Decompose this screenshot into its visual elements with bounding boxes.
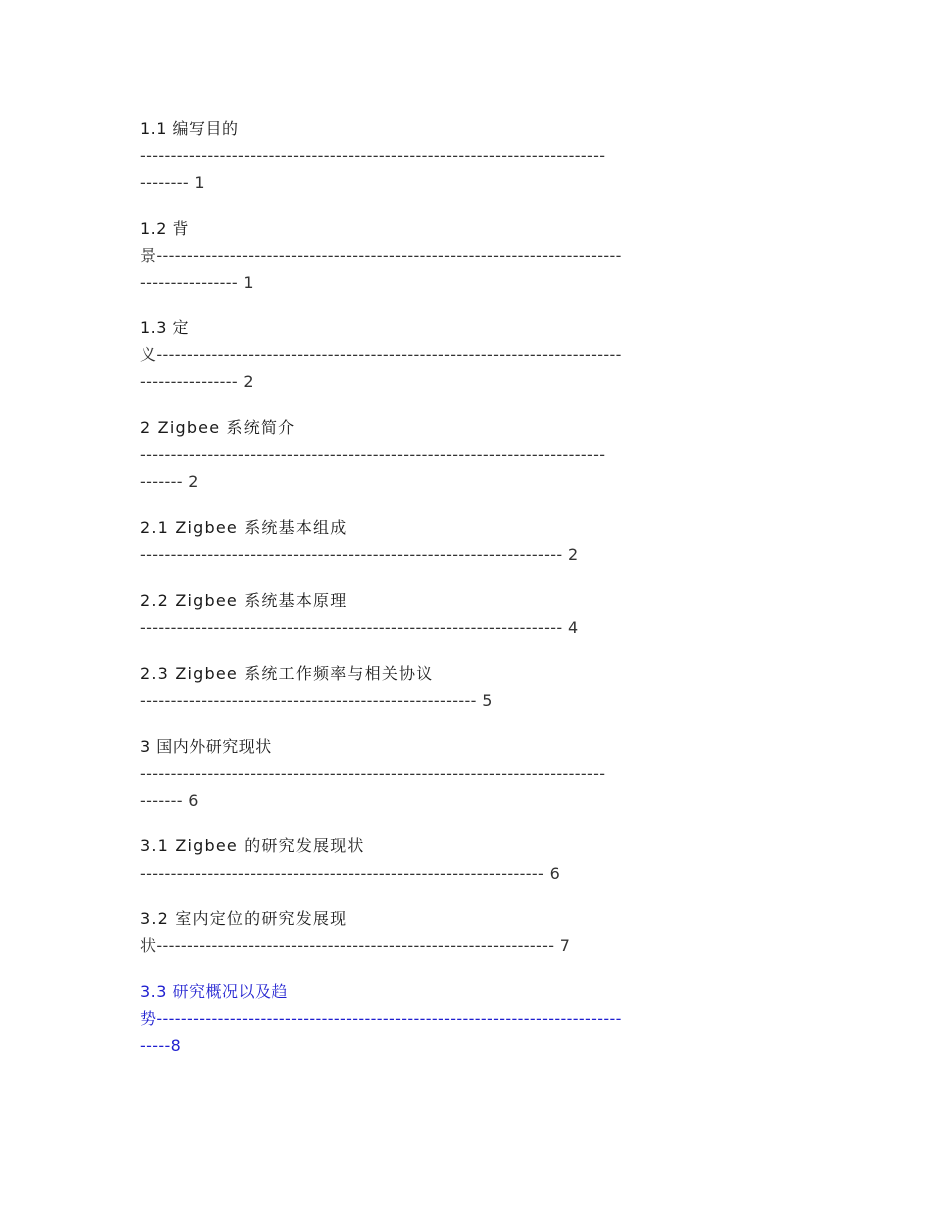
toc-title-1-1[interactable]: 1.1 编写目的 bbox=[140, 119, 239, 138]
toc-tail-2-1: --------------------------------------------------------------------- 2 bbox=[140, 545, 579, 564]
toc-title-1-3[interactable]: 1.3 定 bbox=[140, 318, 190, 337]
toc-title-3[interactable]: 3 国内外研究现状 bbox=[140, 737, 272, 756]
toc-title-1-2[interactable]: 1.2 背 bbox=[140, 219, 190, 238]
toc-tail-1-2: ---------------- 1 bbox=[140, 273, 254, 292]
toc-title-2-2[interactable]: 2.2 Zigbee 系统基本原理 bbox=[140, 591, 348, 610]
toc-title-2-1[interactable]: 2.1 Zigbee 系统基本组成 bbox=[140, 518, 348, 537]
toc-tail-2-2: --------------------------------------------------------------------- 4 bbox=[140, 618, 579, 637]
toc-title-2[interactable]: 2 Zigbee 系统简介 bbox=[140, 418, 296, 437]
toc-leader-1-1: ---------------------------------------------------------------------------- bbox=[140, 146, 606, 165]
toc-tail-3-1: ------------------------------------------------------------------ 6 bbox=[140, 864, 561, 883]
toc-tail-2-3: ------------------------------------------------------- 5 bbox=[140, 691, 493, 710]
toc-title-3-2-cont[interactable]: 状----------------------------------------------------------------- 7 bbox=[140, 936, 571, 955]
toc-title-2-3[interactable]: 2.3 Zigbee 系统工作频率与相关协议 bbox=[140, 664, 434, 683]
toc-tail-3-3-link[interactable]: -----8 bbox=[140, 1036, 182, 1055]
toc-title-3-3-link[interactable]: 3.3 研究概况以及趋 bbox=[140, 982, 289, 1001]
toc-title-1-3-cont[interactable]: 义---------------------------------------------------------------------------- bbox=[140, 345, 622, 364]
toc-tail-1-1: -------- 1 bbox=[140, 173, 205, 192]
toc-leader-2: ---------------------------------------------------------------------------- bbox=[140, 445, 606, 464]
toc-leader-3: ---------------------------------------------------------------------------- bbox=[140, 764, 606, 783]
toc-title-3-3-cont-link[interactable]: 势---------------------------------------------------------------------------- bbox=[140, 1009, 622, 1028]
toc-tail-3: ------- 6 bbox=[140, 791, 199, 810]
toc-tail-1-3: ---------------- 2 bbox=[140, 372, 254, 391]
toc-title-3-2[interactable]: 3.2 室内定位的研究发展现 bbox=[140, 909, 348, 928]
toc-tail-2: ------- 2 bbox=[140, 472, 199, 491]
toc-title-3-1[interactable]: 3.1 Zigbee 的研究发展现状 bbox=[140, 836, 365, 855]
toc-title-1-2-cont[interactable]: 景---------------------------------------------------------------------------- bbox=[140, 246, 622, 265]
